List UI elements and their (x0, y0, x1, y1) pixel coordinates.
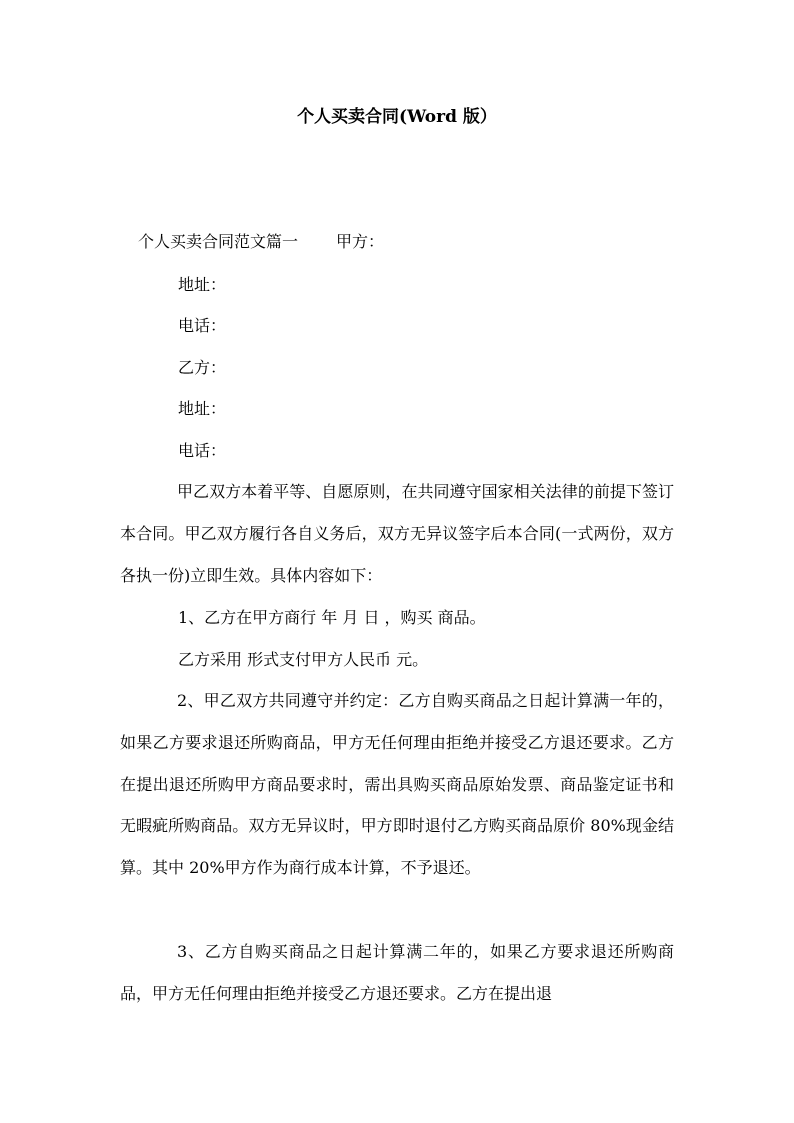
party-b-label: 乙方： (178, 358, 227, 377)
section-heading: 个人买卖合同范文篇一 (138, 232, 299, 251)
clause-2-paragraph: 2、甲乙双方共同遵守并约定：乙方自购买商品之日起计算满一年的，如果乙方要求退还所购商品，甲方无任何理由拒绝并接受乙方退还要求。乙方在提出退还所购甲方商品要求时，需出具购买商品原始发票、商品鉴定证书和无暇疵所购商品。双方无异议时，甲方即时退付乙方购买商品原价 80%现金结算。其中 20%甲方作为商行成本计算，不予退还。 (120, 691, 674, 878)
party-b-phone-label: 电话： (178, 441, 227, 460)
clause-3-paragraph: 3、乙方自购买商品之日起计算满二年的，如果乙方要求退还所购商品，甲方无任何理由拒绝并接受乙方退还要求。乙方在提出退 (120, 942, 674, 1003)
clause-1-paragraph: 1、乙方在甲方商行 年 月 日 ，购买 商品。 (178, 608, 486, 627)
party-a-address-label: 地址： (178, 275, 227, 294)
party-a-phone-label: 电话： (178, 316, 227, 335)
intro-line (138, 229, 384, 255)
preamble-paragraph: 甲乙双方本着平等、自愿原则，在共同遵守国家相关法律的前提下签订本合同。甲乙双方履行各自义务后，双方无异议签字后本合同(一式两份，双方各执一份)立即生效。具体内容如下： (120, 482, 674, 585)
document-title: 个人买卖合同(Word 版） (297, 107, 497, 127)
clause-1-payment-paragraph: 乙方采用 形式支付甲方人民币 元。 (178, 650, 429, 669)
party-b-address-label: 地址： (178, 399, 227, 418)
party-a-label: 甲方： (336, 232, 385, 251)
